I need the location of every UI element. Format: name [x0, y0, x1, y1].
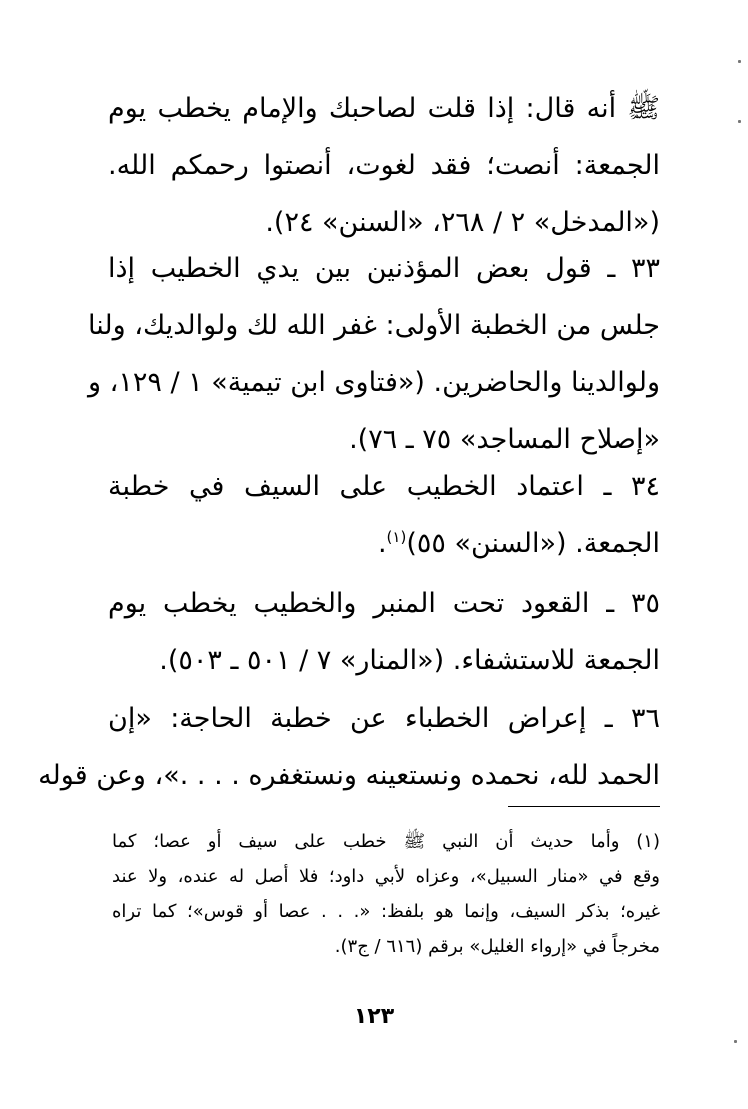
text-line: الجمعة للاستشفاء. («المنار» ٧ / ٥٠١ ـ ٥٠٣). — [159, 645, 660, 676]
paragraph-item-36 — [38, 690, 660, 804]
text-line-with-ref — [108, 515, 660, 572]
text-segment: الجمعة. («السنن» ٥٥) — [406, 528, 660, 559]
text-line: «إصلاح المساجد» ٧٥ ـ ٧٦). — [349, 424, 660, 455]
text-line: ٣٣ ـ قول بعض المؤذنين بين يدي الخطيب إذا — [108, 253, 660, 284]
text-line: الجمعة: أنصت؛ فقد لغوت، أنصتوا رحمكم الله. — [108, 150, 660, 181]
paragraph-item-34 — [108, 458, 660, 572]
margin-speck — [738, 120, 741, 123]
page-number: ١٢٣ — [353, 1004, 395, 1029]
text-line: ٣٦ ـ إعراض الخطباء عن خطبة الحاجة: «إن — [108, 703, 660, 734]
margin-speck — [738, 60, 741, 63]
footnote-reference[interactable]: (١) — [386, 528, 407, 546]
text-segment: . — [377, 528, 387, 559]
text-line: جلس من الخطبة الأولى: غفر الله لك ولوالديك، ولنا — [88, 310, 660, 341]
paragraph-item-33 — [88, 240, 660, 468]
text-line: («المدخل» ٢ / ٢٦٨، «السنن» ٢٤). — [265, 207, 660, 238]
footnote-line: وقع في «منار السبيل»، وعزاه لأبي داود؛ فلا أصل له عنده، ولا عند — [112, 866, 660, 887]
footnote-line: غيره؛ بذكر السيف، وإنما هو بلفظ: «. . . عصا أو قوس»؛ كما تراه — [112, 901, 660, 922]
text-line: الحمد لله، نحمده ونستعينه ونستغفره . . . .»، وعن قوله — [38, 760, 660, 791]
text-line: ولوالدينا والحاضرين. («فتاوى ابن تيمية» ١ / ١٢٩، و — [88, 367, 660, 398]
footnote-line: مخرجاً في «إرواء الغليل» برقم (٦١٦ / ج٣). — [334, 936, 660, 957]
footnote — [112, 824, 660, 964]
text-line: ٣٥ ـ القعود تحت المنبر والخطيب يخطب يوم — [108, 588, 660, 619]
margin-speck — [734, 1040, 737, 1043]
text-line: ﷺ أنه قال: إذا قلت لصاحبك والإمام يخطب يوم — [108, 93, 660, 124]
footnote-line: (١) وأما حديث أن النبي ﷺ خطب على سيف أو عصا؛ كما — [112, 831, 660, 852]
paragraph-continuation — [108, 80, 660, 251]
paragraph-item-35 — [108, 575, 660, 689]
text-line: ٣٤ ـ اعتماد الخطيب على السيف في خطبة — [108, 471, 660, 502]
footnote-separator — [508, 806, 660, 807]
